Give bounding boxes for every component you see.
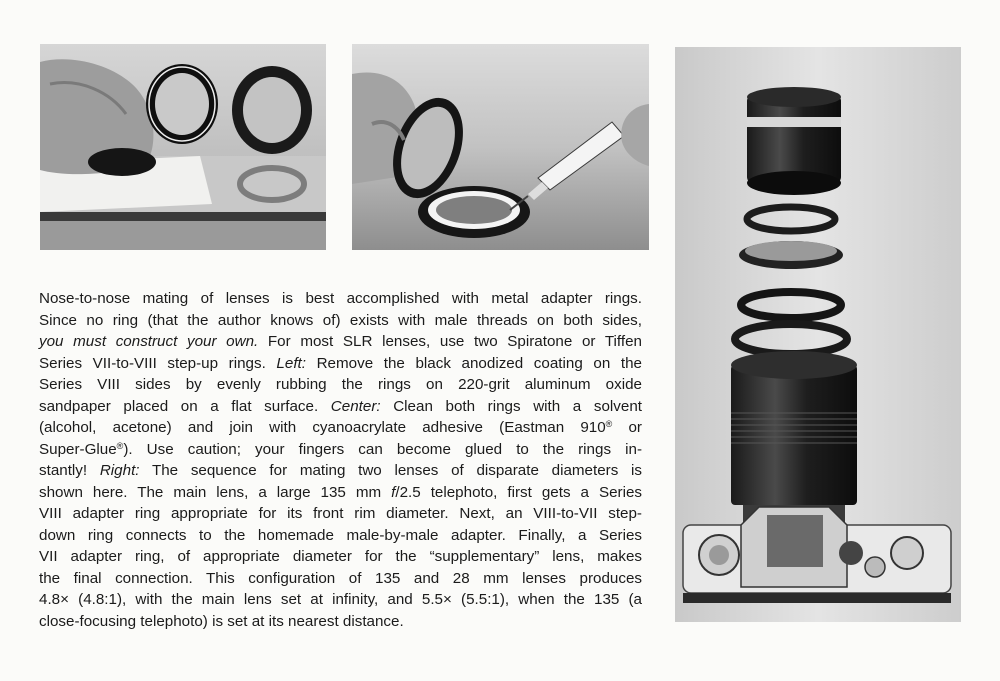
caption-text	[39, 288, 642, 632]
photo-center	[352, 44, 649, 250]
caption-line: sandpaper placed on a flat surface. Center: Clean both rings with a solvent	[39, 397, 642, 415]
caption-line: VIII adapter ring appropriate for its front rim diameter. Next, an VIII-to-VII step-	[39, 505, 642, 522]
caption-line: Nose-to-nose mating of lenses is best accomplished with metal adapter rings.	[39, 290, 642, 307]
photo-left	[40, 44, 326, 250]
caption-line: shown here. The main lens, a large 135 mm f/2.5 telephoto, first gets a Series	[39, 483, 643, 501]
caption-line: down ring connects to the homemade male-by-male adapter. Finally, a Series	[39, 526, 642, 544]
caption-line: Series VIII sides by evenly rubbing the rings on 220-grit aluminum oxide	[39, 376, 642, 393]
caption-line: the final connection. This configuration of 135 and 28 mm lenses produces	[39, 569, 642, 587]
caption-line: 4.8× (4.8:1), with the main lens set at infinity, and 5.5× (5.5:1), when the 135 (a	[39, 591, 642, 608]
caption-line: (alcohol, acetone) and join with cyanoacrylate adhesive (Eastman 910® or	[39, 419, 642, 436]
caption-line: stantly! Right: The sequence for mating two lenses of disparate diameters is	[39, 462, 642, 479]
caption-line: Series VII-to-VIII step-up rings. Left: Remove the black anodized coating on the	[39, 354, 642, 372]
caption-line: close-focusing telephoto) is set at its nearest distance.	[39, 612, 404, 630]
caption-line: VII adapter ring, of appropriate diameter for the “supplementary” lens, makes	[39, 548, 642, 565]
caption-line: Super-Glue®). Use caution; your fingers can become glued to the rings in-	[39, 440, 642, 458]
caption-line: Since no ring (that the author knows of) exists with male threads on both sides,	[39, 311, 642, 329]
photo-right	[675, 47, 961, 622]
caption-line: you must construct your own. For most SLR lenses, use two Spiratone or Tiffen	[39, 333, 642, 350]
